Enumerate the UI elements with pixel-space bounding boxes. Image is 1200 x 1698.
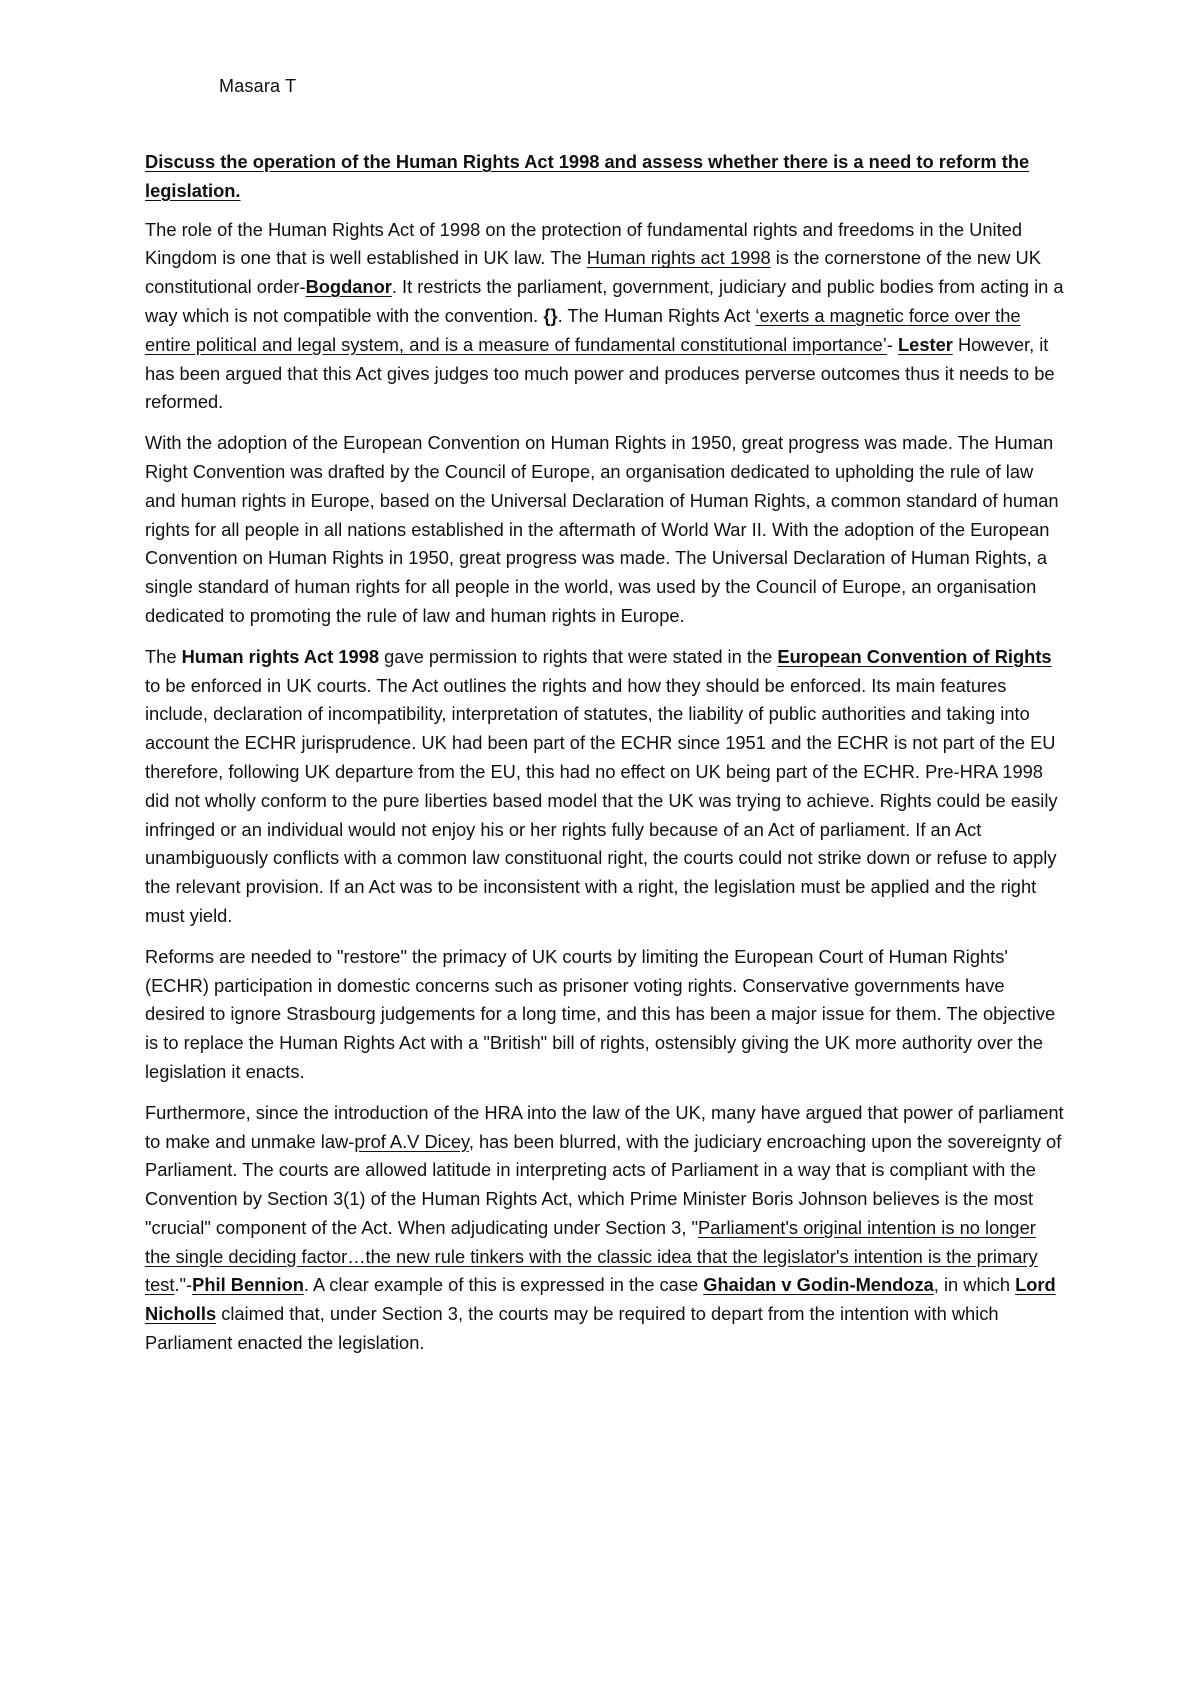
text-run: - <box>886 333 898 355</box>
citation-human-rights-act: Human rights act 1998 <box>586 247 771 269</box>
citation-european-convention: European Convention of Rights <box>777 645 1052 667</box>
citation-ghaidan-case: Ghaidan v Godin-Mendoza <box>703 1274 934 1296</box>
text-run: is the cornerstone of the new UK constitutional order- <box>145 247 1041 298</box>
text-run: gave permission to rights that were stated in the <box>379 645 778 667</box>
paragraph-3 <box>145 643 1065 931</box>
citation-phil-bennion: Phil Bennion <box>192 1274 304 1296</box>
text-run: to be enforced in UK courts. The Act outlines the rights and how they should be enforced. Its main features include, declaration of incompatibility, interpretation of statutes, the liability of public authorities and taking into account the ECHR jurisprudence. UK had been part of the ECHR since 1951 and the ECHR is not part of the EU therefore, following UK departure from the EU, this had no effect on UK being part of the ECHR. Pre-HRA 1998 did not wholly conform to the pure liberties based model that the UK was trying to achieve. Rights could be easily infringed or an individual would not enjoy his or her rights fully because of an Act of parliament. If an Act unambiguously conflicts with a common law constituonal right, the courts could not strike down or refuse to apply the relevant provision. If an Act was to be inconsistent with a right, the legislation must be applied and the right must yield. <box>145 674 1058 926</box>
quote-lester: ‘exerts a magnetic force over the entire political and legal system, and is a measure of fundamental constitutional importance’ <box>145 304 1021 355</box>
citation-bogdanor: Bogdanor <box>305 276 392 298</box>
text-run: , has been blurred, with the judiciary encroaching upon the sovereignty of Parliament. The courts are allowed latitude in interpreting acts of Parliament in a way that is compliant with the Convention by Section 3(1) of the Human Rights Act, which Prime Minister Boris Johnson believes is the most "crucial" component of the Act. When adjudicating under Section 3, " <box>145 1130 1062 1238</box>
text-run: . It restricts the parliament, government, judiciary and public bodies from acting in a way which is not compatible with the convention. <box>145 276 1064 326</box>
citation-lester: Lester <box>897 333 953 355</box>
text-run: , in which <box>933 1274 1016 1296</box>
citation-lord-nicholls: Lord Nicholls <box>145 1274 1056 1325</box>
paragraph-5 <box>145 1099 1065 1358</box>
paragraph-2: With the adoption of the European Convention on Human Rights in 1950, great progress was made. The Human Right Convention was drafted by the Council of Europe, an organisation dedicated to upholding the rule of law and human rights in Europe, based on the Universal Declaration of Human Rights, a common standard of human rights for all people in all nations established in the aftermath of World War II. With the adoption of the European Convention on Human Rights in 1950, great progress was made. The Universal Declaration of Human Rights, a single standard of human rights for all people in the world, was used by the Council of Europe, an organisation dedicated to promoting the rule of law and human rights in Europe. <box>145 432 1059 626</box>
text-run: . A clear example of this is expressed in the case <box>303 1274 704 1296</box>
essay-title: Discuss the operation of the Human Rights Act 1998 and assess whether there is a need to reform the legislation. <box>145 151 1030 201</box>
document-body <box>145 148 1065 1370</box>
author-name: Masara T <box>219 76 297 96</box>
text-run: . The Human Rights Act <box>557 304 756 326</box>
bold-human-rights-act: Human rights Act 1998 <box>181 645 380 667</box>
text-run: However, it has been argued that this Act gives judges too much power and produces perverse outcomes thus it needs to be reformed. <box>145 333 1055 413</box>
text-run: ."- <box>174 1274 193 1296</box>
quote-bennion: Parliament's original intention is no longer the single deciding factor…the new rule tinkers with the classic idea that the legislator's intention is the primary test <box>145 1216 1038 1296</box>
text-run: The role of the Human Rights Act of 1998 on the protection of fundamental rights and freedoms in the United Kingdom is one that is well established in UK law. The <box>145 218 1023 269</box>
citation-dicey: prof A.V Dicey <box>354 1130 469 1152</box>
paragraph-1 <box>145 216 1065 418</box>
text-run: claimed that, under Section 3, the courts may be required to depart from the intention with which Parliament enacted the legislation. <box>145 1303 999 1354</box>
text-run: Furthermore, since the introduction of the HRA into the law of the UK, many have argued that power of parliament to make and unmake law- <box>145 1101 1064 1152</box>
text-run: The <box>145 645 182 667</box>
paragraph-4: Reforms are needed to "restore" the primacy of UK courts by limiting the European Court of Human Rights' (ECHR) participation in domestic concerns such as prisoner voting rights. Conservative governments have desired to ignore Strasbourg judgements for a long time, and this has been a major issue for them. The objective is to replace the Human Rights Act with a "British" bill of rights, ostensibly giving the UK more authority over the legislation it enacts. <box>145 945 1056 1082</box>
empty-citation-placeholder: {} <box>543 304 558 326</box>
